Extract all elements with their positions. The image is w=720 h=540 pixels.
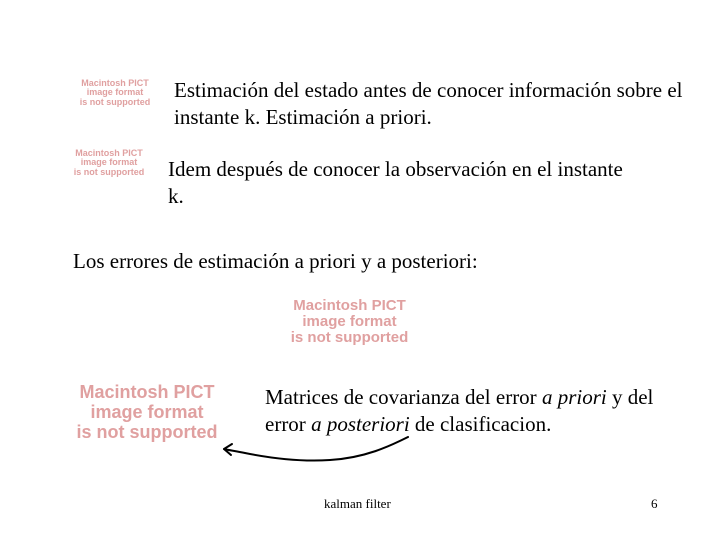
pict-line-1: Macintosh PICT: [81, 78, 149, 88]
pict-line-2: image format: [302, 312, 397, 330]
pict-line-1: Macintosh PICT: [75, 148, 143, 158]
pict-line-3: is not supported: [73, 166, 145, 177]
apriori-estimate-description: Estimación del estado antes de conocer información sobre el instante k. Estimación a priori.: [174, 78, 683, 129]
covariance-italic-aposteriori: a posteriori: [311, 412, 410, 436]
covariance-text-part-2: y del error: [265, 385, 654, 436]
pict-line-3: is not supported: [76, 421, 218, 442]
pict-line-2: image format: [86, 87, 144, 98]
covariance-text-part-1: Matrices de covarianza del error: [265, 385, 542, 409]
aposteriori-estimate-description: Idem después de conocer la observación en el instante k.: [168, 157, 623, 208]
page-number: 6: [651, 496, 658, 511]
pict-line-1: Macintosh PICT: [79, 382, 215, 402]
pict-line-2: image format: [90, 401, 204, 422]
pict-line-3: is not supported: [79, 96, 151, 107]
pict-line-3: is not supported: [290, 328, 409, 346]
pict-line-1: Macintosh PICT: [293, 297, 406, 314]
covariance-italic-apriori: a priori: [541, 385, 607, 409]
covariance-text-part-3: de clasificacion.: [409, 412, 552, 436]
footer-title: kalman filter: [324, 496, 391, 511]
pict-line-2: image format: [80, 157, 138, 168]
errors-heading: Los errores de estimación a priori y a posteriori:: [73, 249, 478, 273]
